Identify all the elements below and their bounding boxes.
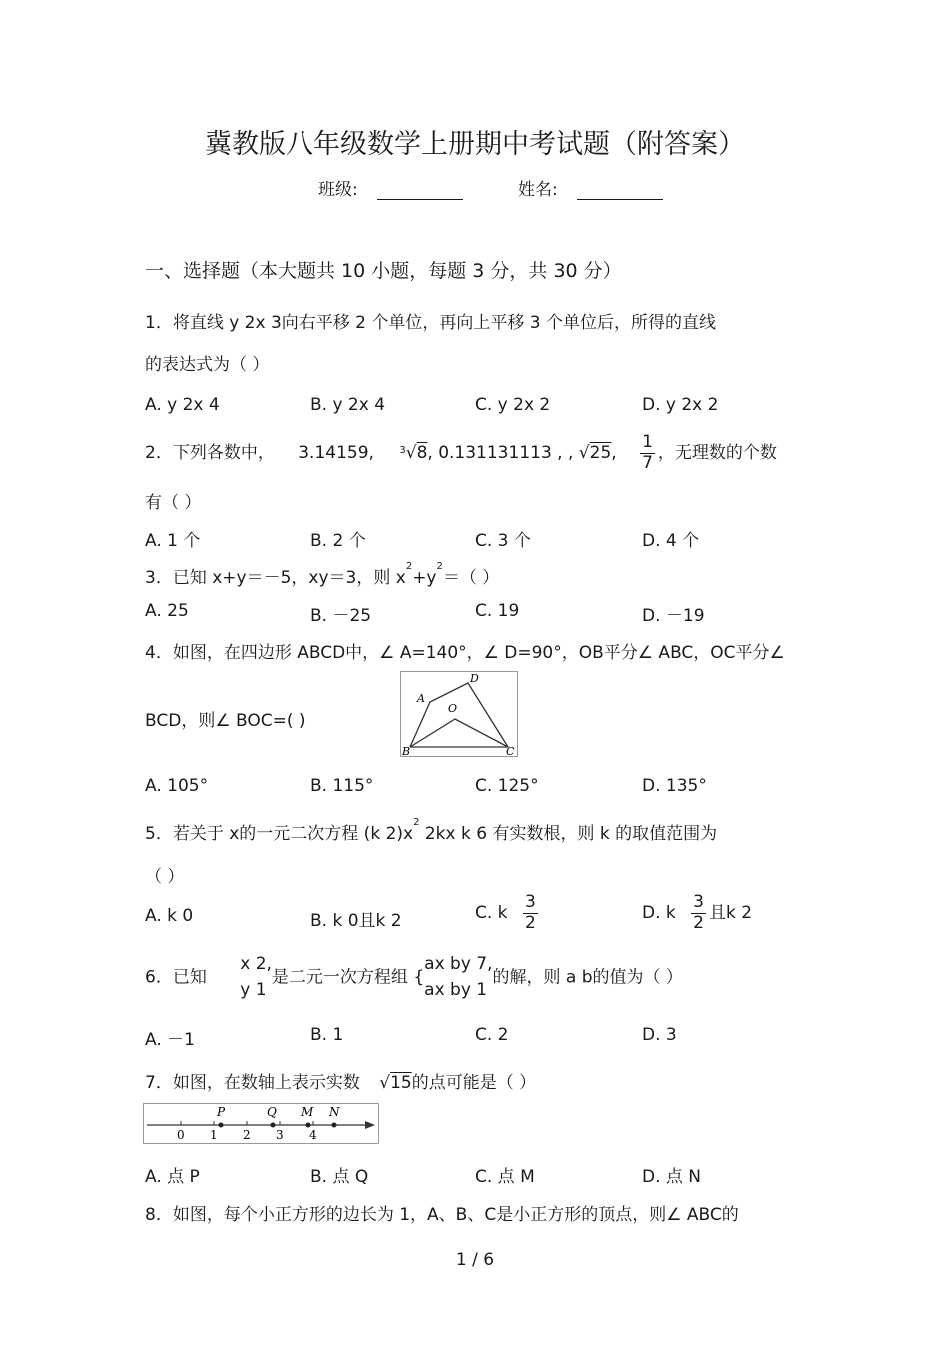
- q5-line2: （ ）: [145, 867, 185, 887]
- q7-option-b: B. 点 Q: [310, 1167, 369, 1187]
- q2-option-d: D. 4 个: [642, 531, 700, 551]
- q7-tick-2: 2: [243, 1128, 251, 1142]
- q7-line: 7．如图，在数轴上表示实数 √15的点可能是（ ）: [145, 1073, 537, 1093]
- q2-line2: 有（ ）: [145, 493, 202, 513]
- q7-label-n: N: [329, 1105, 340, 1119]
- name-field: [518, 175, 663, 200]
- q6-option-b: B. 1: [310, 1025, 344, 1045]
- q1-option-a: A. y 2x 4: [145, 395, 220, 415]
- q3-option-d: D. －19: [642, 606, 705, 626]
- q7-option-d: D. 点 N: [642, 1167, 702, 1187]
- q2-rest: , 0.131131113 , ,: [427, 443, 574, 464]
- class-field: [318, 175, 463, 200]
- q3-line: 3．已知 x+y＝－5，xy＝3，则 $x^2+y^2=$（ ）: [145, 561, 500, 588]
- section-heading: 一、选择题（本大题共 10 小题，每题 3 分，共 30 分）: [145, 260, 622, 282]
- name-blank: [577, 183, 663, 200]
- q1-line1: 1．将直线 y 2x 3向右平移 2 个单位，再向上平移 3 个单位后，所得的直线: [145, 313, 717, 333]
- q7-point-n: [332, 1123, 337, 1128]
- q8-line1: 8．如图，每个小正方形的边长为 1，A、B、C是小正方形的顶点，则∠ ABC的: [145, 1205, 739, 1225]
- q7-label-q: Q: [267, 1105, 277, 1119]
- class-blank: [377, 183, 463, 200]
- q7-tick-1: 1: [210, 1128, 218, 1142]
- q6-option-d: D. 3: [642, 1025, 677, 1045]
- q4-label-a: A: [417, 692, 425, 705]
- q2-suffix: ，无理数的个数: [657, 443, 777, 464]
- q2-line1: [145, 433, 777, 473]
- q6-option-a: A. －1: [145, 1030, 195, 1050]
- q5-option-c: C. k $\frac{3}{2}$: [475, 892, 536, 933]
- q2-option-b: B. 2 个: [310, 531, 366, 551]
- q5-option-b: B. k 0且k 2: [310, 911, 402, 931]
- q7-tick-4: 4: [309, 1128, 317, 1142]
- page-title: 冀教版八年级数学上册期中考试题（附答案）: [205, 129, 745, 160]
- q7-point-m: [306, 1123, 311, 1128]
- q5-line1: 5．若关于 x的一元二次方程 (k $2)x^2$ 2kx k 6 有实数根，则 k 的取值范围为: [145, 817, 718, 844]
- q7-tick-3: 3: [276, 1128, 284, 1142]
- q1-option-d: D. y 2x 2: [642, 395, 719, 415]
- q2-prefix: 2．下列各数中，: [145, 443, 275, 464]
- q4-label-d: D: [470, 672, 479, 685]
- q5-option-d: D. k $\frac{3}{2}$ 且k 2: [642, 892, 753, 933]
- q4-label-b: B: [402, 745, 411, 757]
- q2-cube-root: $^3$√8: [399, 443, 428, 464]
- q7-point-p: [219, 1123, 224, 1128]
- q7-option-a: A. 点 P: [145, 1167, 200, 1187]
- q7-label-m: M: [301, 1105, 314, 1119]
- q4-label-c: C: [506, 745, 515, 757]
- q4-line2: BCD，则∠ BOC=( ): [145, 711, 306, 731]
- q4-option-c: C. 125°: [475, 776, 539, 796]
- q7-number-line-figure: [143, 1103, 379, 1144]
- q2-decimal: 3.14159,: [298, 443, 374, 464]
- q5-option-a: A. k 0: [145, 906, 194, 926]
- page-number: 1 / 6: [455, 1250, 495, 1270]
- q3-option-c: C. 19: [475, 601, 520, 621]
- q4-option-a: A. 105°: [145, 776, 209, 796]
- q1-line2: 的表达式为（ ）: [145, 355, 270, 375]
- q7-option-c: C. 点 M: [475, 1167, 535, 1187]
- q7-point-q: [271, 1123, 276, 1128]
- q7-label-p: P: [217, 1105, 226, 1119]
- q4-line1: 4．如图，在四边形 ABCD中，∠ A=140°，∠ D=90°，OB平分∠ ABC，OC平分∠: [145, 643, 785, 663]
- name-label: 姓名:: [518, 180, 558, 200]
- q1-option-c: C. y 2x 2: [475, 395, 551, 415]
- q4-quadrilateral-figure: [400, 671, 518, 757]
- q4-option-d: D. 135°: [642, 776, 707, 796]
- q6-option-c: C. 2: [475, 1025, 509, 1045]
- q3-option-b: B. －25: [310, 606, 372, 626]
- q6-line: 6．已知 x 2, y 1 是二元一次方程组 { ax by 7, ax by 1 的解，则 a b的值为（ ）: [145, 954, 683, 1001]
- q7-tick-0: 0: [177, 1128, 185, 1142]
- q2-sqrt: √25,: [578, 443, 617, 464]
- q2-option-c: C. 3 个: [475, 531, 531, 551]
- q2-fraction: $\frac{1}{7}$: [642, 432, 653, 473]
- q4-label-o: O: [448, 702, 458, 715]
- q3-option-a: A. 25: [145, 601, 189, 621]
- class-label: 班级:: [318, 180, 358, 200]
- q4-option-b: B. 115°: [310, 776, 374, 796]
- q1-option-b: B. y 2x 4: [310, 395, 386, 415]
- q2-option-a: A. 1 个: [145, 531, 201, 551]
